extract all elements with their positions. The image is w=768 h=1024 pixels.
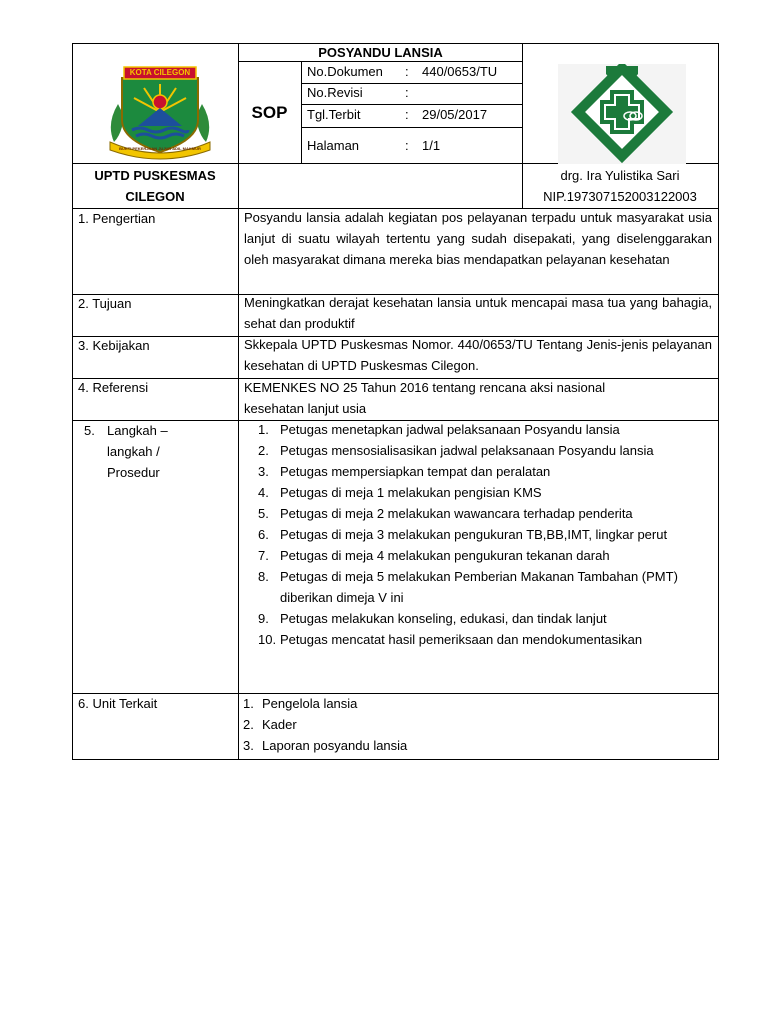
step-text: Petugas melakukan konseling, edukasi, dan tindak lanjut [280,611,607,626]
list-item [240,714,706,735]
step-text: Petugas mencatat hasil pemeriksaan dan mendokumentasikan [280,632,643,647]
step-text: Petugas di meja 3 melakukan pengukuran TB,BB,IMT, lingkar perut [280,527,668,542]
meta-value-no-dokumen: 440/0653/TU [422,64,498,79]
step-number: 1. [258,422,269,437]
label-unit-terkait: 6. Unit Terkait [78,696,158,711]
text-referensi-line2: kesehatan lanjut usia [244,401,367,416]
step-number: 4. [258,485,269,500]
step-text: Petugas di meja 5 melakukan Pemberian Makanan Tambahan (PMT) diberikan dimeja V ini [280,569,678,605]
step-number: 3. [258,464,269,479]
list-item [240,566,706,608]
list-item [240,461,706,482]
label-langkah-line3: Prosedur [107,465,160,480]
step-number: 5. [258,506,269,521]
logo-banner-text: KOTA CILEGON [129,68,191,77]
unit-number: 1. [243,696,254,711]
step-number: 7. [258,548,269,563]
step-text: Petugas mempersiapkan tempat dan peralatan [280,464,551,479]
unit-number: 2. [243,717,254,732]
step-text: Petugas mensosialisasikan jadwal pelaksanaan Posyandu lansia [280,443,654,458]
logo-ribbon-text: BUKTI PEKERJAAN JUJUR ADIL MAKMUR [119,146,201,151]
text-tujuan: Meningkatkan derajat kesehatan lansia untuk mencapai masa tua yang bahagia, sehat dan produktif [244,295,712,331]
meta-label-halaman: Halaman [307,138,360,153]
step-number: 6. [258,527,269,542]
unit-text: Kader [262,717,297,732]
signer-name: drg. Ira Yulistika Sari [560,168,680,183]
org-name-line2: CILEGON [125,189,185,204]
step-number: 10. [258,632,277,647]
meta-sep: : [405,107,409,122]
meta-label-tgl-terbit: Tgl.Terbit [307,107,361,122]
unit-number: 3. [243,738,254,753]
list-item [240,440,706,461]
list-item [240,629,706,650]
step-text: Petugas di meja 1 melakukan pengisian KMS [280,485,542,500]
list-item [240,735,706,756]
list-item [240,524,706,545]
meta-value-halaman: 1/1 [422,138,441,153]
step-number: 8. [258,569,269,584]
signer-nip: NIP.197307152003122003 [543,189,697,204]
procedure-steps [240,419,706,650]
kota-cilegon-logo [104,64,216,160]
step-number: 2. [258,443,269,458]
step-text: Petugas menetapkan jadwal pelaksanaan Posyandu lansia [280,422,620,437]
list-item [240,503,706,524]
list-item [240,419,706,440]
unit-text: Laporan posyandu lansia [262,738,408,753]
step-number: 9. [258,611,269,626]
list-item [240,693,706,714]
step-text: Petugas di meja 4 melakukan pengukuran tekanan darah [280,548,610,563]
label-tujuan: 2. Tujuan [78,296,132,311]
meta-label-no-dokumen: No.Dokumen [307,64,383,79]
step-text: Petugas di meja 2 melakukan wawancara terhadap penderita [280,506,633,521]
meta-sep: : [405,64,409,79]
unit-text: Pengelola lansia [262,696,358,711]
text-pengertian: Posyandu lansia adalah kegiatan pos pelayanan terpadu untuk masyarakat usia lanjut di suatu wilayah tertentu yang sudah disepakati, yang diselenggarakan oleh masyarakat dimana mereka bias mendapatkan pelayanan kesehatan [244,210,712,267]
unit-list [240,693,706,756]
meta-value-tgl-terbit: 29/05/2017 [422,107,488,122]
meta-label-no-revisi: No.Revisi [307,85,363,100]
label-referensi: 4. Referensi [78,380,149,395]
list-item [240,545,706,566]
list-item [240,608,706,629]
sop-label: SOP [251,103,288,122]
document-title: POSYANDU LANSIA [318,45,443,60]
text-referensi-line1: KEMENKES NO 25 Tahun 2016 tentang rencana aksi nasional [244,380,606,395]
label-langkah-num: 5. [84,423,95,438]
puskesmas-logo [558,64,686,164]
org-name-line1: UPTD PUSKESMAS [94,168,216,183]
meta-sep: : [405,138,409,153]
label-langkah-line2: langkah / [107,444,160,459]
list-item [240,482,706,503]
text-kebijakan: Skkepala UPTD Puskesmas Nomor. 440/0653/TU Tentang Jenis-jenis pelayanan kesehatan di UPTD Puskesmas Cilegon. [244,337,712,373]
label-langkah-line1: Langkah – [107,423,168,438]
meta-sep: : [405,85,409,100]
label-kebijakan: 3. Kebijakan [78,338,150,353]
label-pengertian: 1. Pengertian [78,211,156,226]
